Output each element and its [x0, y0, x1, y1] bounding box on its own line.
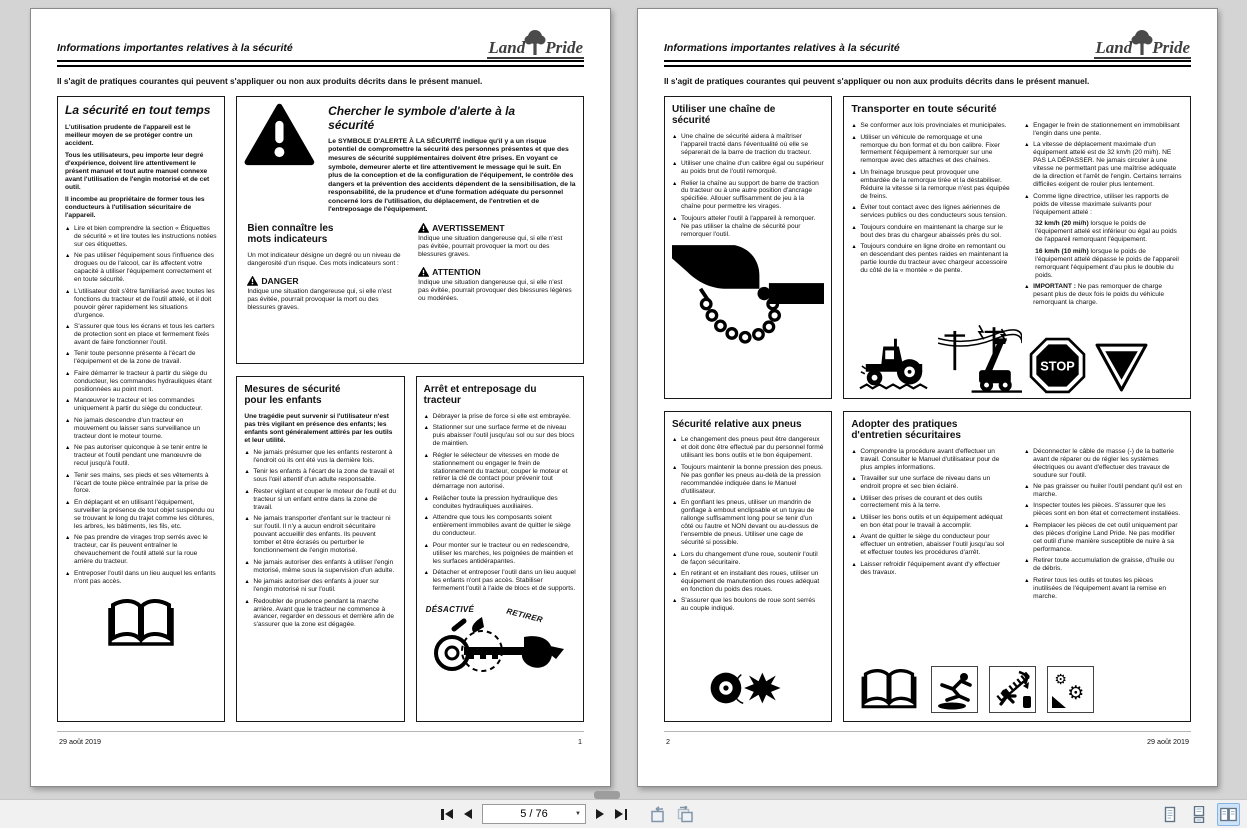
triangle-bullet-icon [672, 551, 681, 567]
section-safety-chain [664, 96, 832, 399]
section-title: Mesures de sécurité pour les enfants [244, 384, 341, 407]
triangle-bullet-icon [244, 598, 253, 630]
list-item: ▲ Relâcher toute la pression hydraulique des conduites hydrauliques auxiliaires. [424, 495, 576, 511]
list-item: ▲ Attendre que tous les composants soient entièrement immobiles avant de quitter le siège du conducteur. [424, 514, 576, 538]
section-title: Sécurité relative aux pneus [672, 419, 802, 431]
next-page-button[interactable] [592, 805, 608, 823]
page-number-combobox[interactable] [482, 804, 586, 824]
hand-icon [1052, 696, 1066, 708]
entanglement-gears-icon [1047, 666, 1094, 713]
transport-illustrations [858, 322, 1150, 394]
list-item: ▲ Déconnecter le câble de masse (-) de la batterie avant de réparer ou de régler les systèmes électriques ou avant d'effectuer des travaux de soudure sur l'outil. [1024, 448, 1183, 480]
gear-icon: ⚙ [1054, 671, 1067, 688]
next-view-icon[interactable] [676, 806, 695, 823]
list-item: ▲ Tenir les enfants à l'écart de la zone de travail et sous l'œil attentif d'un adulte responsable. [244, 468, 396, 484]
section-transport-safety [843, 96, 1191, 399]
list-item: ▲ Redoubler de prudence pendant la marche arrière. Avant que le tracteur ne commence à avancer, regarder en dessous et derrière afin de s'assurer que la zone est dégagée. [244, 598, 396, 630]
list-item: ▲ Remplacer les pièces de cet outil uniquement par des pièces d'origine Land Pride. Ne pas modifier cet outil d'une manière susceptible de nuire à sa performance. [1024, 522, 1183, 554]
section-title: Utiliser une chaîne de sécurité [672, 104, 776, 127]
page-number-input[interactable] [497, 807, 571, 821]
dropdown-caret-icon[interactable]: ▼ [575, 811, 581, 817]
section-children-safety [236, 376, 404, 722]
triangle-bullet-icon [851, 134, 860, 166]
triangle-bullet-icon [851, 224, 860, 240]
list-item: ▲ Toujours atteler l'outil à l'appareil à remorquer. Ne pas utiliser la chaîne de sécurité pour remorquer l'outil. [672, 215, 824, 239]
list-item: ▲ Débrayer la prise de force si elle est embrayée. [424, 413, 576, 421]
triangle-bullet-icon [672, 436, 681, 460]
triangle-bullet-icon [65, 444, 74, 468]
key-remove-label: RETIRER [505, 606, 544, 625]
last-page-button[interactable] [611, 805, 631, 824]
triangle-bullet-icon [1024, 122, 1033, 138]
list-item: ▲ Ne jamais transporter d'enfant sur le tracteur ni sur l'outil. Il n'y a aucun endroit sécuritaire pouvant accueillir des enfants. Ils peuvent tomber et être écrasés ou perturber le fonctionnement de l'engin motorisé. [244, 515, 396, 555]
footer-date: 29 août 2019 [59, 737, 101, 747]
section-title: Arrêt et entreposage du tracteur [423, 384, 537, 407]
list-item: ▲ Ne jamais présumer que les enfants resteront à l'endroit où ils ont été vus la dernière fois. [244, 449, 396, 465]
list-item: ▲ Détacher et entreposer l'outil dans un lieu auquel les enfants n'ont pas accès. Stabiliser fermement l'outil à l'aide de blocs et de supports. [424, 569, 576, 593]
logo-word-pride: Pride [545, 38, 583, 57]
list-item: ▲ Rester vigilant et couper le moteur de l'outil et du tracteur si un enfant entre dans la zone de travail. [244, 488, 396, 512]
key-off-label: DÉSACTIVÉ [425, 605, 475, 615]
bullet-list [672, 436, 824, 613]
triangle-bullet-icon [424, 495, 433, 511]
logo-word-pride: Pride [1152, 38, 1190, 57]
stop-sign-icon [1029, 337, 1086, 394]
triangle-bullet-icon [244, 468, 253, 484]
landpride-logo [1094, 29, 1191, 59]
list-item: ▲ Éviter tout contact avec des lignes aériennes de services publics ou des conducteurs sous tension. [851, 204, 1010, 220]
bullet-list [244, 449, 396, 629]
list-item: ▲ Utiliser une chaîne d'un calibre égal ou supérieur au poids brut de l'outil remorqué. [672, 160, 824, 176]
ignition-key-illustration [424, 597, 576, 685]
list-item: ▲ Utiliser les bons outils et un équipement adéquat en bon état pour le travail à accomplir. [851, 514, 1010, 530]
warning-label: AVERTISSEMENT [418, 223, 573, 233]
page-header [57, 15, 584, 59]
alert-body-text: Le SYMBOLE D'ALERTE À LA SÉCURITÉ indique qu'il y a un risque potentiel de compromettre la sécurité des personnes présentes et que des mesures de sécurité supplémentaires doivent être prises. En voyant ce symbole, demeurer alerte et lire attentivement le message qui le suit. En plus de la conception et de la configuration de l'équipement, le contrôle des dangers et la prévention des accidents dépendent de la sensibilisation, de la responsabilité, de la prudence et d'une formation adéquate du personnel concerné lors de l'utilisation, du déplacement, de l'entretien et de l'entreposage de l'équipement. [328, 137, 576, 214]
page-header [664, 15, 1191, 59]
triangle-bullet-icon [244, 578, 253, 594]
list-item: ▲ Un freinage brusque peut provoquer une embardée de la remorque tirée et la déstabiliser. Réduire la vitesse si la remorque n'est pas équipée de freins. [851, 169, 1010, 201]
read-manual-book-icon [104, 598, 178, 650]
list-item: ▲ Ne jamais descendre d'un tracteur en mouvement ou laisser sans surveillance un tracteur dont le moteur tourne. [65, 417, 217, 441]
triangle-bullet-icon [65, 323, 74, 347]
list-item: ▲ Se conformer aux lois provinciales et municipales. [851, 122, 1010, 130]
danger-label: DANGER [247, 276, 402, 286]
footer-page-number: 1 [578, 737, 582, 747]
bullet-list [1024, 448, 1183, 604]
list-item: ▲ Utiliser des prises de courant et des outils correctement mis à la terre. [851, 495, 1010, 511]
list-item: ▲ Stationner sur une surface ferme et de niveau puis abaisser l'outil jusqu'au sol ou sur des blocs de maintien. [424, 424, 576, 448]
warning-triangle-icon [418, 223, 429, 233]
triangle-bullet-icon [672, 464, 681, 496]
triangle-bullet-icon [1024, 577, 1033, 601]
list-item: ▲ Toujours maintenir la bonne pression des pneus. Ne pas gonfler les pneus au-delà de la pression recommandée indiquée dans le Manuel d'utilisateur. [672, 464, 824, 496]
triangle-bullet-icon [1024, 141, 1033, 189]
list-item: ▲ Ne jamais autoriser des enfants à jouer sur l'engin motorisé ni sur l'outil. [244, 578, 396, 594]
pdf-viewer-toolbar [0, 799, 1247, 828]
triangle-bullet-icon [1024, 193, 1033, 217]
list-item: ▲ Régler le sélecteur de vitesses en mode de stationnement ou engager le frein de stationnement du tracteur, couper le moteur et retirer la clé de contact pour prévenir tout démarrage non autorisé. [424, 452, 576, 492]
yield-sign-icon [1093, 341, 1150, 394]
caution-text: Indique une situation dangereuse qui, si elle n'est pas évitée, pourrait provoquer des blessures légères ou modérées. [418, 278, 572, 302]
page-footer [664, 731, 1191, 746]
list-item: 32 km/h (20 mi/h) lorsque le poids de l'équipement attelé est inférieur ou égal au poids de l'appareil remorquant l'équipement. [1035, 220, 1177, 244]
danger-text: Indique une situation dangereuse qui, si elle n'est pas évitée, pourrait provoquer la mort ou des blessures graves. [247, 288, 392, 312]
triangle-bullet-icon [424, 413, 433, 421]
lead-paragraphs [65, 124, 217, 221]
list-item: ▲ Faire démarrer le tracteur à partir du siège du conducteur, les commandes hydrauliques étant positionnées au point mort. [65, 370, 217, 394]
triangle-bullet-icon [424, 514, 433, 538]
triangle-bullet-icon [672, 133, 681, 157]
triangle-bullet-icon [65, 472, 74, 496]
document-page-2 [637, 8, 1218, 787]
triangle-bullet-icon [672, 597, 681, 613]
horizontal-scrollbar-thumb[interactable] [594, 791, 620, 799]
document-page-1 [30, 8, 611, 787]
list-item: ▲ Une chaîne de sécurité aidera à maîtriser l'appareil tracté dans l'éventualité où elle se séparerait de la barre de traction du tracteur. [672, 133, 824, 157]
logo-word-land: Land [1095, 38, 1133, 57]
section-tractor-shutdown [416, 376, 584, 722]
triangle-bullet-icon [244, 515, 253, 555]
footer-date: 29 août 2019 [1147, 737, 1189, 747]
previous-view-icon[interactable] [648, 806, 667, 823]
bullet-list [851, 122, 1010, 310]
signal-words-intro: Un mot indicateur désigne un degré ou un niveau de dangerosité d'un risque. Ces mots indicateurs sont : [247, 252, 401, 268]
lead-paragraph: Il incombe au propriétaire de former tous les conducteurs à l'utilisation sécuritaire de l'appareil. [65, 196, 205, 220]
bullet-list [65, 225, 217, 586]
caution-label: ATTENTION [418, 267, 573, 277]
dual-page-view-button[interactable] [1217, 803, 1240, 826]
list-item: ▲ Laisser refroidir l'équipement avant d'y effectuer des travaux. [851, 561, 1010, 577]
triangle-bullet-icon [244, 559, 253, 575]
read-manual-book-icon [858, 668, 920, 712]
list-item: ▲ Lire et bien comprendre la section « Étiquettes de sécurité » et lire toutes les instructions notées sur ces étiquettes. [65, 225, 217, 249]
key-illustration-graphic [424, 615, 572, 685]
list-item: ▲ Toujours conduire en maintenant la charge sur le bout des bras du chargeur abaissés près du sol. [851, 224, 1010, 240]
tree-icon [1130, 29, 1154, 57]
logo-word-land: Land [488, 38, 526, 57]
intro-text: Il s'agit de pratiques courantes qui peuvent s'appliquer ou non aux produits décrits dans le présent manuel. [57, 75, 483, 86]
triangle-bullet-icon [672, 160, 681, 176]
triangle-bullet-icon [672, 570, 681, 594]
header-double-rule [664, 60, 1191, 67]
svg-text:STOP: STOP [1040, 358, 1075, 374]
list-item: ▲ Utiliser un véhicule de remorquage et une remorque du bon format et du bon calibre. Fixer fermement l'équipement à remorquer sur une remorque avec des attaches et des chaînes. [851, 134, 1010, 166]
triangle-bullet-icon [1024, 483, 1033, 499]
list-item: ▲ Engager le frein de stationnement en immobilisant l'engin dans une pente. [1024, 122, 1183, 138]
list-item: ▲ Pour monter sur le tracteur ou en redescendre, utiliser les marches, les poignées de maintien et les surfaces antidérapantes. [424, 542, 576, 566]
page-footer [57, 731, 584, 746]
triangle-bullet-icon [65, 288, 74, 320]
list-item: ▲ IMPORTANT : Ne pas remorquer de charge pesant plus de deux fois le poids du véhicule remorquant la charge. [1024, 283, 1183, 307]
header-title: Informations importantes relatives à la sécurité [57, 42, 293, 54]
triangle-bullet-icon [1024, 502, 1033, 518]
bullet-list [672, 133, 824, 239]
list-item: ▲ L'utilisateur doit s'être familiarisé avec toutes les fonctions du tracteur et de l'outil attelé, et il doit pouvoir gérer rapidement les situations d'urgence. [65, 288, 217, 320]
list-item: ▲ Tenir toute personne présente à l'écart de l'équipement et de la zone de travail. [65, 350, 217, 366]
list-item: ▲ S'assurer que les boulons de roue sont serrés au couple indiqué. [672, 597, 824, 613]
triangle-bullet-icon [65, 350, 74, 366]
list-item: ▲ Inspecter toutes les pièces. S'assurer que les pièces sont en bon état et correctement installées. [1024, 502, 1183, 518]
list-item: ▲ Ne pas autoriser quiconque à se tenir entre le tracteur et l'outil pendant une manœuvre de recul jusqu'à l'outil. [65, 444, 217, 468]
list-item: ▲ Avant de quitter le siège du conducteur pour effectuer un entretien, abaisser l'outil jusqu'au sol et effectuer toutes les procédures d'arrêt. [851, 533, 1010, 557]
lead-paragraph: Tous les utilisateurs, peu importe leur degré d'expérience, doivent lire attentivement le présent manuel et tout autre manuel connexe avant l'utilisation de l'engin motorisé et de cet outil. [65, 152, 210, 191]
list-item: ▲ Relier la chaîne au support de barre de traction du tracteur ou à une autre position d'ancrage spécifiée. Allouer suffisamment de jeu à la chaîne pour permettre les virages. [672, 180, 824, 212]
list-item: ▲ Manœuvrer le tracteur et les commandes uniquement à partir du siège du conducteur. [65, 397, 217, 413]
triangle-bullet-icon [65, 370, 74, 394]
list-item: ▲ Ne jamais autoriser des enfants à utiliser l'engin motorisé, même sous la supervision d'un adulte. [244, 559, 396, 575]
triangle-bullet-icon [672, 499, 681, 547]
triangle-bullet-icon [851, 495, 860, 511]
triangle-bullet-icon [424, 452, 433, 492]
triangle-bullet-icon [851, 475, 860, 491]
tire-burst-icon [704, 665, 792, 711]
continuous-view-button[interactable] [1188, 803, 1210, 826]
section-safety-at-all-times [57, 96, 225, 722]
list-item: ▲ Retirer toute accumulation de graisse, d'huile ou de débris. [1024, 557, 1183, 573]
landpride-logo [487, 29, 584, 59]
triangle-bullet-icon [65, 570, 74, 586]
triangle-bullet-icon [851, 561, 860, 577]
triangle-bullet-icon [65, 252, 74, 284]
bullet-list [851, 448, 1010, 604]
list-item: ▲ Lors du changement d'une roue, soutenir l'outil de façon sécuritaire. [672, 551, 824, 567]
triangle-bullet-icon [672, 180, 681, 212]
list-item: ▲ Retirer tous les outils et toutes les pièces inutilisées de l'équipement avant la remise en marche. [1024, 577, 1183, 601]
warning-triangle-icon [247, 276, 258, 286]
list-item: ▲ Ne pas utiliser l'équipement sous l'influence des drogues ou de l'alcool, car ils affectent votre capacité à utiliser l'équipement correctement et en toute sécurité. [65, 252, 217, 284]
list-item: ▲ En gonflant les pneus, utiliser un mandrin de gonflage à embout enclipsable et un tuyau de rallonge suffisamment long pour se tenir d'un côté ou l'autre et NON devant ou au-dessus de l'ensemble de pneus. Utiliser une cage de sécurité si possible. [672, 499, 824, 547]
bullet-list [424, 413, 576, 593]
list-item: ▲ Entreposer l'outil dans un lieu auquel les enfants n'ont pas accès. [65, 570, 217, 586]
list-item: ▲ En déplaçant et en utilisant l'équipement, surveiller la présence de tout objet suspendu ou se trouvant le long du trajet comme les clôtures, les arbres, les bâtiments, les fils, etc. [65, 499, 217, 531]
triangle-bullet-icon [65, 397, 74, 413]
maintenance-hazard-icons [858, 666, 1094, 713]
safety-alert-triangle-icon [244, 103, 315, 167]
list-item: 16 km/h (10 mi/h) lorsque le poids de l'équipement attelé dépasse le poids de l'appareil remorquant l'équipement d'au plus le double du poids. [1035, 247, 1179, 279]
section-safety-alert-symbol [236, 96, 584, 364]
triangle-bullet-icon [851, 204, 860, 220]
list-item: ▲ Ne pas graisser ou huiler l'outil pendant qu'il est en marche. [1024, 483, 1183, 499]
triangle-bullet-icon [1024, 522, 1033, 554]
loader-powerline-icon [938, 322, 1022, 394]
section-title: Chercher le symbole d'alerte à la sécurité [328, 104, 516, 133]
fall-hazard-icon [989, 666, 1036, 713]
section-title: Transporter en toute sécurité [851, 103, 997, 116]
bullet-list [1024, 122, 1183, 310]
safety-chain-illustration [672, 245, 824, 363]
list-item: ▲ S'assurer que tous les écrans et tous les carters de protection sont en place et fermement fixés avant de faire fonctionner l'outil. [65, 323, 217, 347]
triangle-bullet-icon [851, 243, 860, 275]
list-item: ▲ La vitesse de déplacement maximale d'un équipement attelé est de 32 km/h (20 mi/h). NE PAS LA DÉPASSER. Ne jamais circuler à une vitesse ne permettant pas une maîtrise adéquate de la direction et l'arrêt de l'engin. Certains terrains difficiles exigent de rouler plus lentement. [1024, 141, 1183, 189]
triangle-bullet-icon [851, 533, 860, 557]
section-tire-safety [664, 411, 832, 722]
footer-page-number: 2 [666, 737, 670, 747]
triangle-bullet-icon [851, 448, 860, 472]
triangle-bullet-icon [851, 122, 860, 130]
slip-hazard-icon [931, 666, 978, 713]
triangle-bullet-icon [851, 169, 860, 201]
lead-paragraph: L'utilisation prudente de l'appareil est le meilleur moyen de se protéger contre un accident. [65, 123, 193, 147]
list-item: ▲ Toujours conduire en ligne droite en remontant ou en descendant des pentes raides en maintenant la partie lourde du tracteur avec chargeur accessoire du côté de la « montée » de pente. [851, 243, 1010, 275]
list-item: ▲ Tenir ses mains, ses pieds et ses vêtements à l'écart de toute pièce entraînée par la prise de force. [65, 472, 217, 496]
gear-icon: ⚙ [1067, 683, 1085, 705]
single-page-view-button[interactable] [1159, 803, 1181, 826]
list-item: ▲ Travailler sur une surface de niveau dans un endroit propre et sec bien éclairé. [851, 475, 1010, 491]
previous-page-button[interactable] [460, 805, 476, 823]
triangle-bullet-icon [424, 542, 433, 566]
warning-triangle-icon [418, 267, 429, 277]
section-title: La sécurité en tout temps [65, 103, 211, 118]
triangle-bullet-icon [851, 514, 860, 530]
section-title: Adopter des pratiques d'entretien sécuritaires [851, 419, 961, 442]
intro-text: Il s'agit de pratiques courantes qui peuvent s'appliquer ou non aux produits décrits dans le présent manuel. [664, 75, 1090, 86]
first-page-button[interactable] [437, 805, 457, 824]
triangle-bullet-icon [1024, 448, 1033, 480]
triangle-bullet-icon [65, 417, 74, 441]
triangle-bullet-icon [424, 569, 433, 593]
triangle-bullet-icon [1024, 557, 1033, 573]
children-lead: Une tragédie peut survenir si l'utilisateur n'est pas très vigilant en présence des enfants; les enfants sont généralement attirés par les outils et leur utilité. [244, 412, 393, 444]
triangle-bullet-icon [244, 488, 253, 512]
triangle-bullet-icon [672, 215, 681, 239]
list-item: ▲ En retirant et en installant des roues, utiliser un équipement de manutention des roues adéquat en fonction du poids des roues. [672, 570, 824, 594]
triangle-bullet-icon [1024, 283, 1033, 307]
list-item: ▲ Le changement des pneus peut être dangereux et doit donc être effectué par du personnel formé utilisant les bons outils et le bon équipement. [672, 436, 824, 460]
list-item: ▲ Comme ligne directrice, utiliser les rapports de poids de vitesse maximale suivants pour l'équipement attelé : [1024, 193, 1183, 217]
header-double-rule [57, 60, 584, 67]
tractor-rough-ground-icon [858, 336, 930, 394]
signal-words-title: Bien connaître les mots indicateurs [247, 222, 334, 246]
tree-icon [523, 29, 547, 57]
warning-text: Indique une situation dangereuse qui, si elle n'est pas évitée, pourrait provoquer la mort ou des blessures graves. [418, 234, 563, 258]
triangle-bullet-icon [65, 225, 74, 249]
list-item: ▲ Comprendre la procédure avant d'effectuer un travail. Consulter le Manuel d'utilisateur pour de plus amples informations. [851, 448, 1010, 472]
triangle-bullet-icon [244, 449, 253, 465]
triangle-bullet-icon [65, 534, 74, 566]
triangle-bullet-icon [424, 424, 433, 448]
section-safe-maintenance [843, 411, 1191, 722]
triangle-bullet-icon [65, 499, 74, 531]
header-title: Informations importantes relatives à la sécurité [664, 42, 900, 54]
list-item: ▲ Ne pas prendre de virages trop serrés avec le tracteur, car ils peuvent entraîner le chevauchement de l'outil attelé sur la roue arrière du tracteur. [65, 534, 217, 566]
